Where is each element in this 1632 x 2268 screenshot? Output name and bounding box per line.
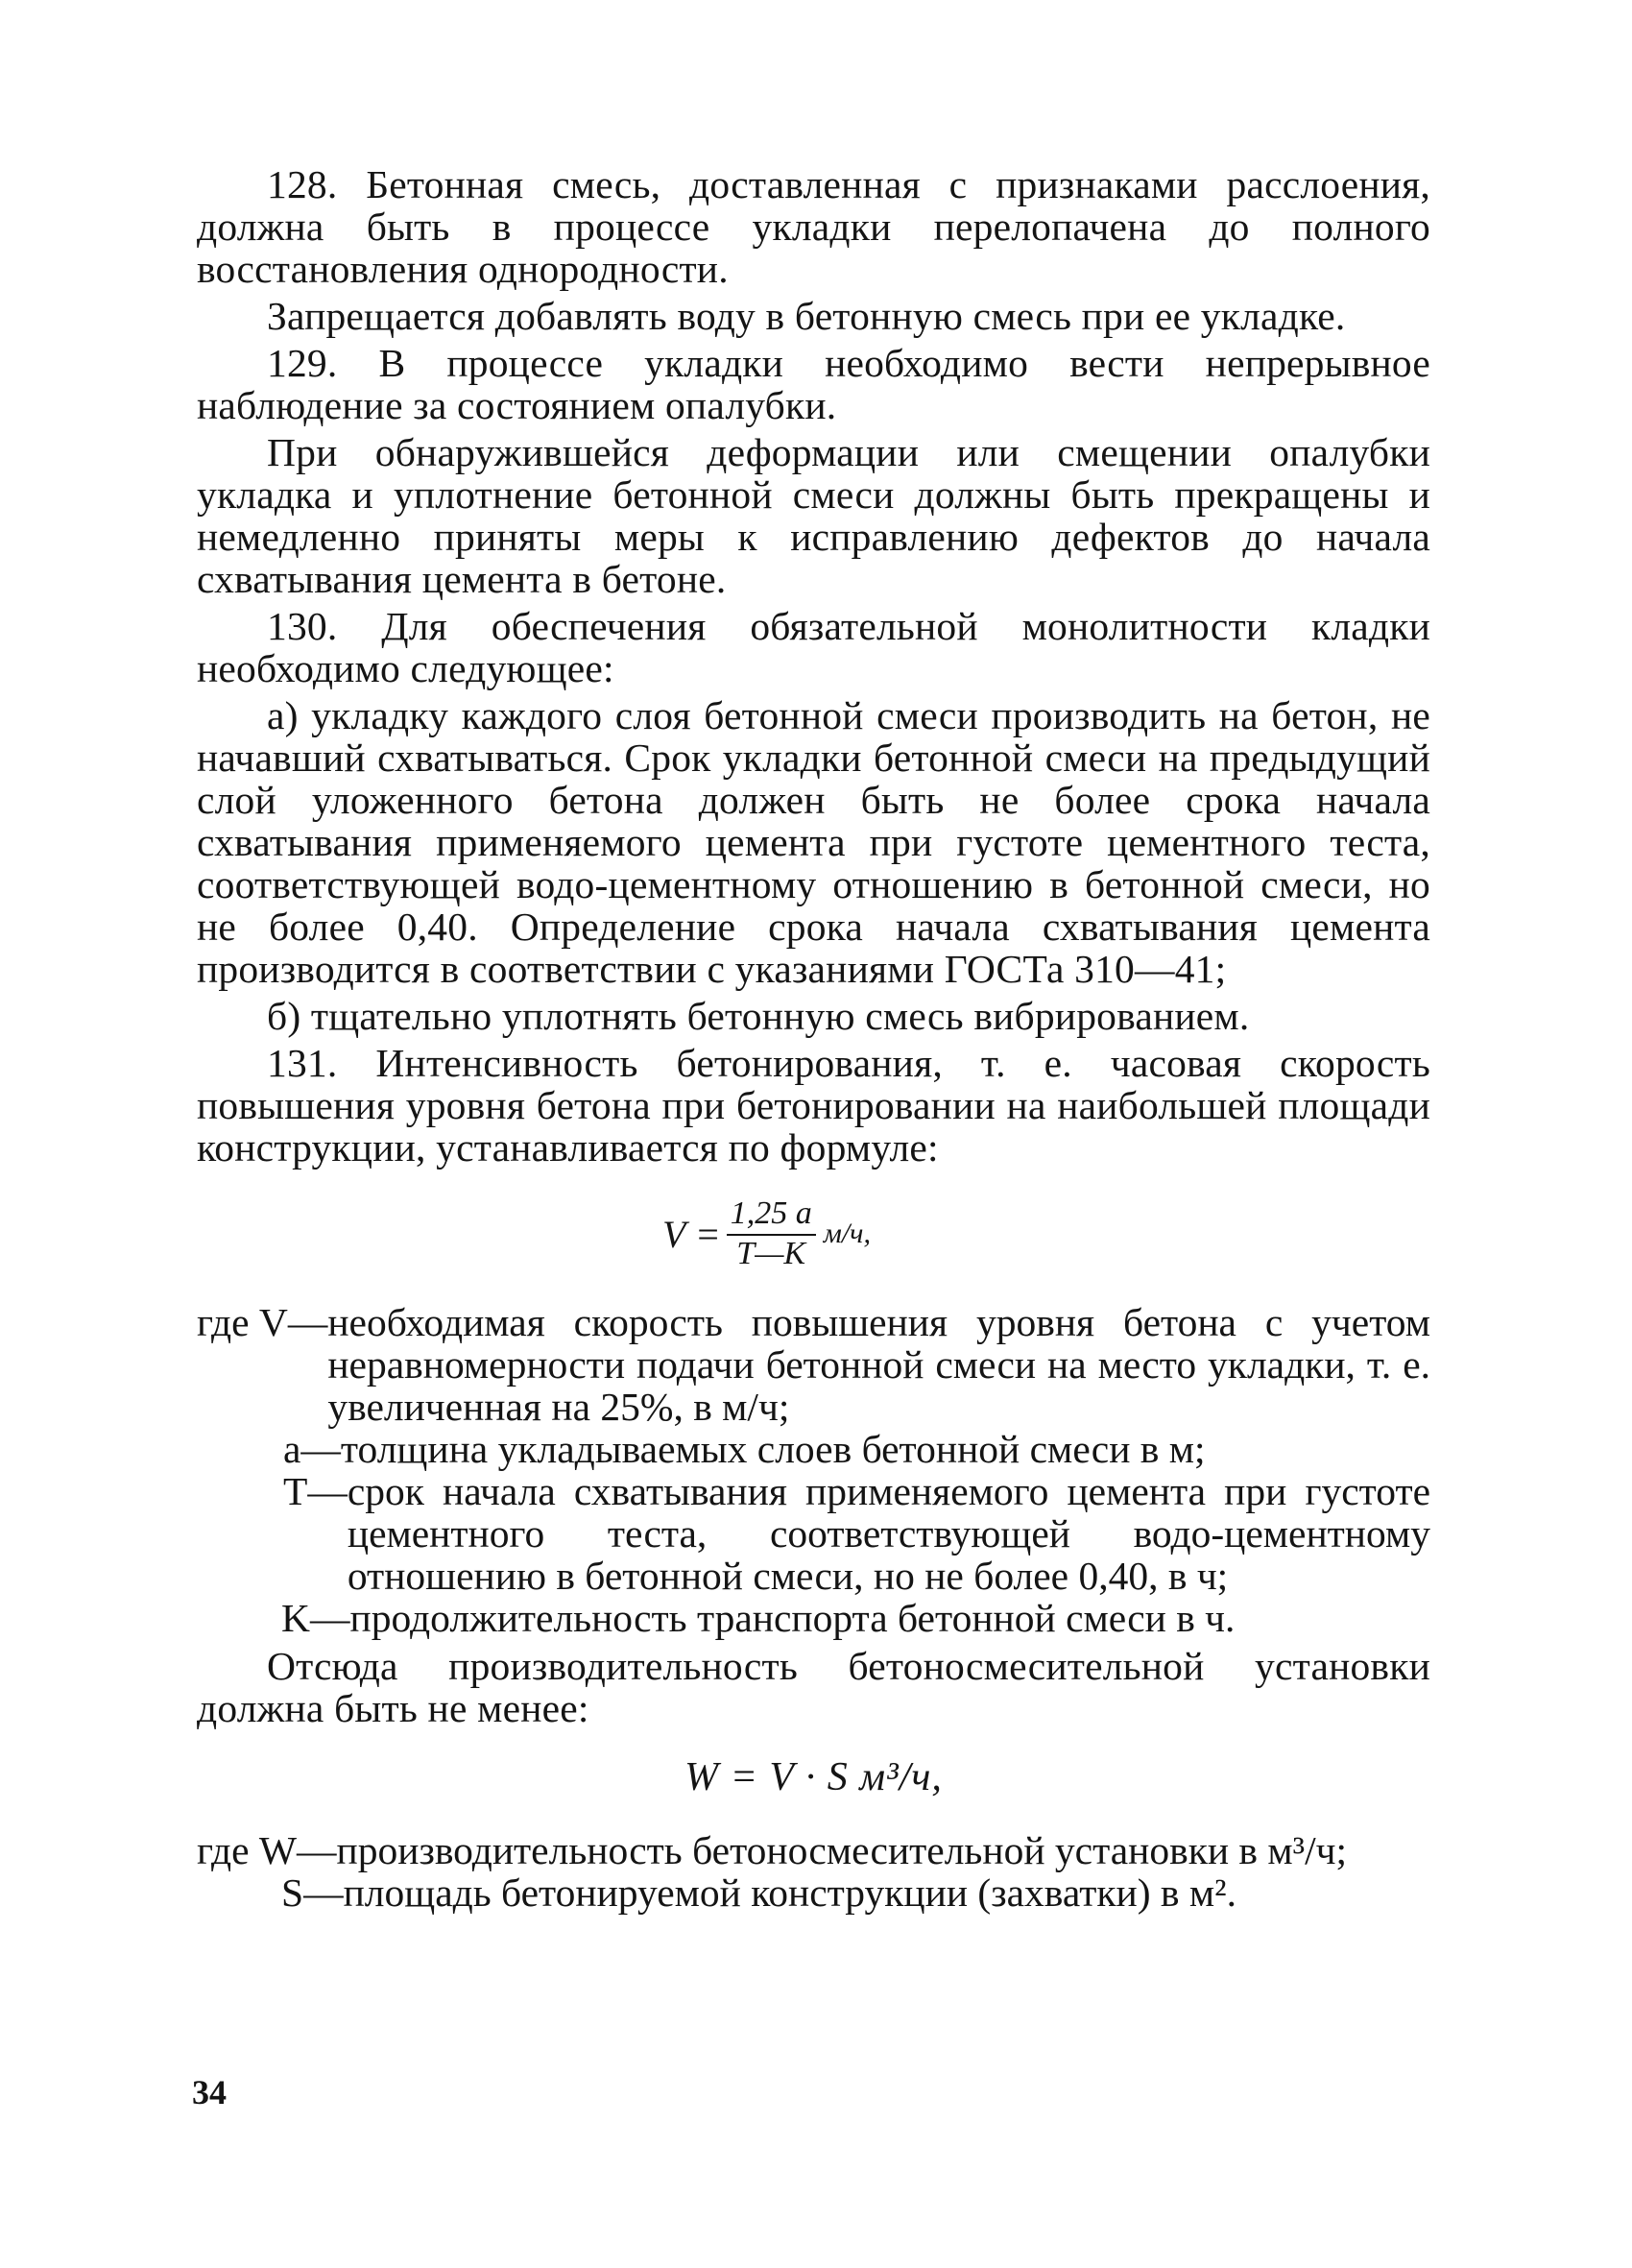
definition-row xyxy=(197,1829,1430,1871)
formula-denominator: T—K xyxy=(736,1236,806,1271)
definition-text: площадь бетонируемой конструкции (захватки) в м². xyxy=(343,1870,1236,1915)
formula-intensity xyxy=(197,1192,1430,1276)
formula-unit: м/ч, xyxy=(823,1218,871,1249)
formula-fraction xyxy=(727,1195,816,1272)
paragraph-130: 130. Для обеспечения обязательной монолитности кладки необходимо следующее: xyxy=(197,604,1430,690)
paragraph-128: 128. Бетонная смесь, доставленная с признаками расслоения, должна быть в процессе укладки перелопачена до полного восстановления однородности. xyxy=(197,162,1430,291)
definition-text: продолжительность транспорта бетонной смеси в ч. xyxy=(349,1596,1236,1640)
paragraph-128-note: Запрещается добавлять воду в бетонную смесь при ее укладке. xyxy=(267,294,1346,338)
definition-row xyxy=(197,1470,1430,1597)
definition-text: необходимая скорость повышения уровня бетона с учетом неравномерности подачи бетонной смеси на место укладки, т. е. увеличенная на 25%, в м/ч; xyxy=(327,1300,1430,1429)
formula-numerator: 1,25 a xyxy=(727,1195,816,1236)
definition-term: K— xyxy=(281,1596,350,1640)
definition-row xyxy=(197,1871,1430,1914)
paragraph-130-a: а) укладку каждого слоя бетонной смеси производить на бетон, не начавший схватываться. Срок укладки бетонной смеси на предыдущий слой уложенного бетона должен быть не более срока начала схватывания применяемого цемента при густоте цементного теста, соответствующей водо-цементному отношению в бетонной смеси, но не более 0,40. Определение срока начала схватывания цемента производится в соответствии с указаниями ГОСТа 310—41; xyxy=(197,693,1430,991)
definitions-formula-2 xyxy=(197,1829,1430,1914)
definition-term: где W— xyxy=(197,1828,337,1872)
paragraph-131: 131. Интенсивность бетонирования, т. е. часовая скорость повышения уровня бетона при бетонировании на наибольшей площади конструкции, устанавливается по формуле: xyxy=(197,1041,1430,1170)
paragraph-129-note: При обнаружившейся деформации или смещении опалубки укладка и уплотнение бетонной смеси должны быть прекращены и немедленно приняты меры к исправлению дефектов до начала схватывания цемента в бетоне. xyxy=(197,430,1430,601)
definition-row xyxy=(197,1597,1430,1639)
page-body xyxy=(197,163,1430,1914)
definition-text: толщина укладываемых слоев бетонной смеси в м; xyxy=(340,1427,1206,1471)
definition-row xyxy=(197,1428,1430,1470)
definition-term: где V— xyxy=(197,1300,328,1344)
paragraph-output: Отсюда производительность бетоносмесительной установки должна быть не менее: xyxy=(197,1644,1430,1730)
paragraph-130-b: б) тщательно уплотнять бетонную смесь вибрированием. xyxy=(267,994,1250,1038)
definition-text: срок начала схватывания применяемого цемента при густоте цементного теста, соответствующей водо-цементному отношению в бетонной смеси, но не более 0,40, в ч; xyxy=(347,1469,1430,1598)
definition-term: a— xyxy=(283,1427,341,1471)
formula-lhs: V = xyxy=(662,1212,721,1256)
formula-productivity: W = V · S м³/ч, xyxy=(684,1755,943,1799)
definition-text: производительность бетоносмесительной установки в м³/ч; xyxy=(336,1828,1348,1872)
definition-term: T— xyxy=(283,1469,348,1513)
definitions-formula-1 xyxy=(197,1301,1430,1639)
definition-term: S— xyxy=(281,1870,344,1915)
paragraph-129: 129. В процессе укладки необходимо вести непрерывное наблюдение за состоянием опалубки. xyxy=(197,341,1430,427)
page-number: 34 xyxy=(192,2073,227,2111)
definition-row xyxy=(197,1301,1430,1428)
